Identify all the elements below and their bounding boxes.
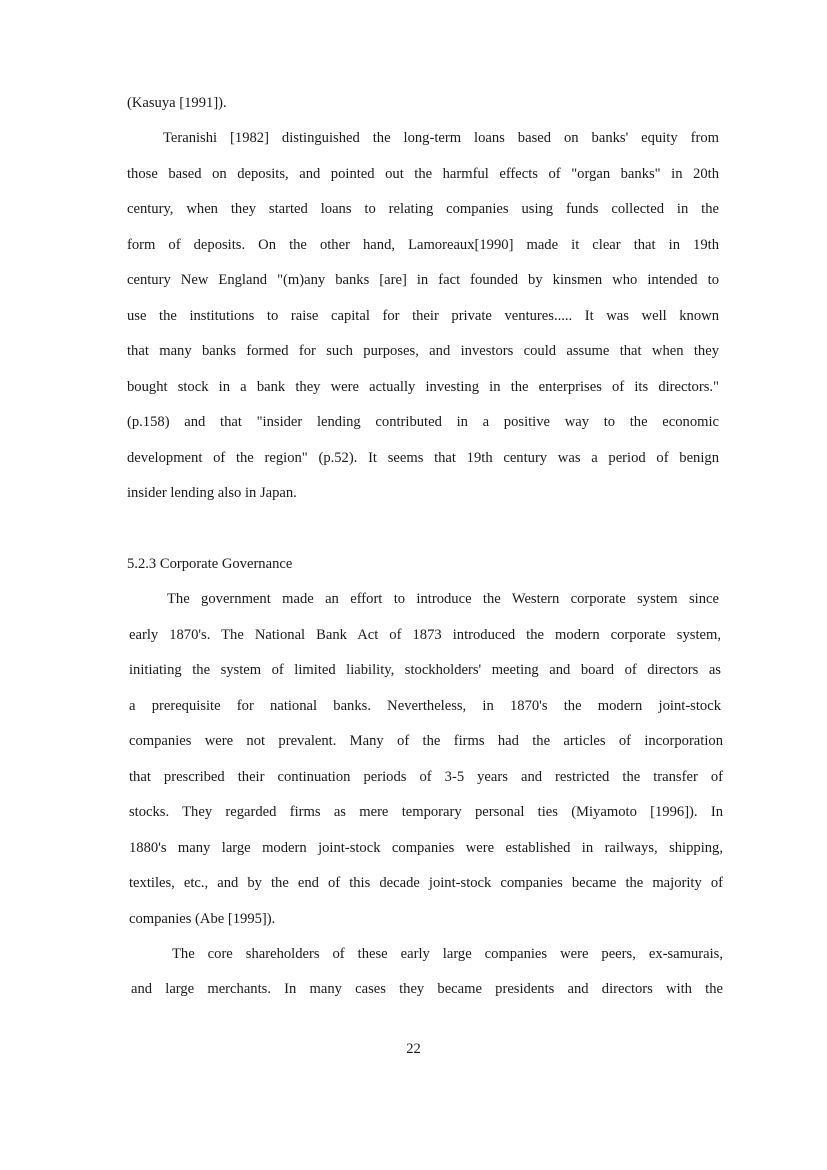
text-line: The core shareholders of these early large companies were peers, ex-samurais, [172,946,723,962]
text-line: development of the region" (p.52). It seems that 19th century was a period of benign [127,450,719,466]
text-line: a prerequisite for national banks. Nevertheless, in 1870's the modern joint-stock [129,698,721,714]
text-line: initiating the system of limited liability, stockholders' meeting and board of directors as [129,662,721,678]
text-line: early 1870's. The National Bank Act of 1873 introduced the modern corporate system, [129,627,721,643]
text-line: companies were not prevalent. Many of the firms had the articles of incorporation [129,733,723,749]
text-line: century, when they started loans to relating companies using funds collected in the [127,201,719,217]
text-line: those based on deposits, and pointed out the harmful effects of "organ banks" in 20th [127,166,719,182]
text-line: (p.158) and that "insider lending contributed in a positive way to the economic [127,414,719,430]
text-line: that many banks formed for such purposes, and investors could assume that when they [127,343,719,359]
text-line: century New England "(m)any banks [are] in fact founded by kinsmen who intended to [127,272,719,288]
text-line: bought stock in a bank they were actually investing in the enterprises of its directors." [127,379,719,395]
text-line: form of deposits. On the other hand, Lamoreaux[1990] made it clear that in 19th [127,237,719,253]
text-line: use the institutions to raise capital for their private ventures..... It was well known [127,308,719,324]
text-line: insider lending also in Japan. [127,485,297,501]
text-line: stocks. They regarded firms as mere temporary personal ties (Miyamoto [1996]). In [129,804,723,820]
text-line: that prescribed their continuation periods of 3-5 years and restricted the transfer of [129,769,723,785]
text-line: The government made an effort to introduce the Western corporate system since [167,591,719,607]
page-number: 22 [406,1041,421,1057]
text-line: textiles, etc., and by the end of this decade joint-stock companies became the majority of [129,875,723,891]
section-heading: 5.2.3 Corporate Governance [127,556,293,572]
text-line: and large merchants. In many cases they became presidents and directors with the [131,981,723,997]
text-line: Teranishi [1982] distinguished the long-term loans based on banks' equity from [163,130,719,146]
text-line: (Kasuya [1991]). [127,95,227,111]
text-line: 1880's many large modern joint-stock companies were established in railways, shipping, [129,840,723,856]
text-line: companies (Abe [1995]). [129,911,276,927]
